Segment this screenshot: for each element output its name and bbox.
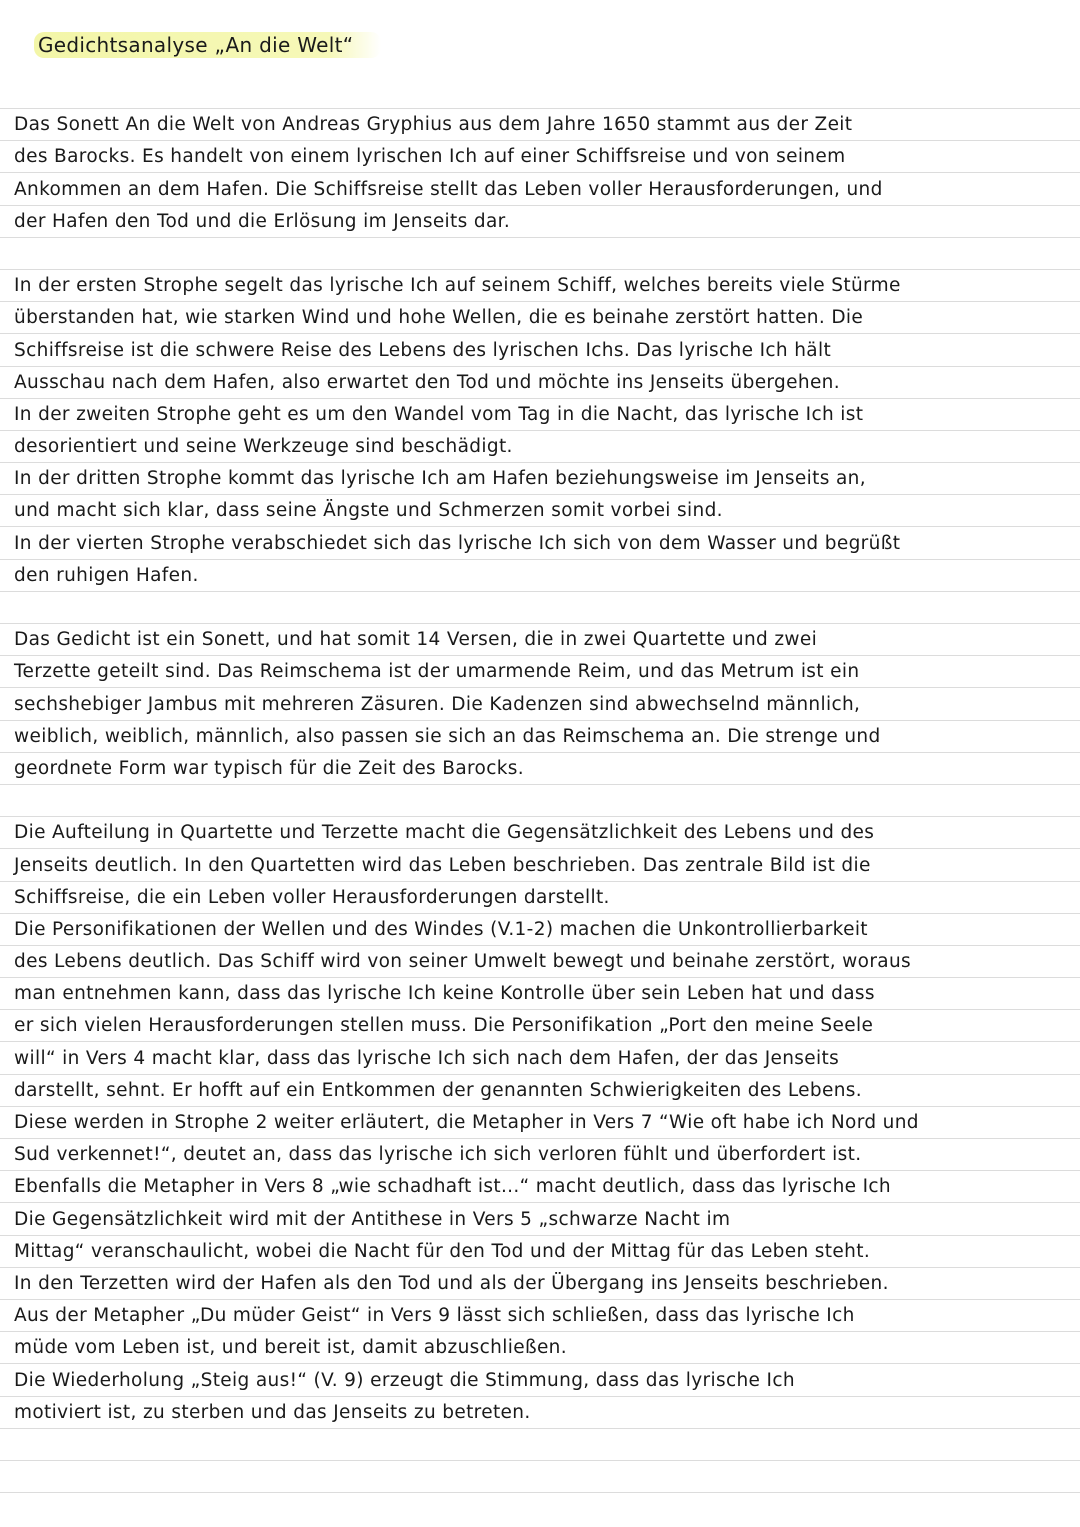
text-line — [0, 270, 1080, 302]
line-text: des Lebens deutlich. Das Schiff wird von seiner Umwelt bewegt und beinahe zerstört, woraus — [14, 951, 912, 973]
text-line — [0, 431, 1080, 463]
blank-line — [0, 1461, 1080, 1493]
line-text: weiblich, weiblich, männlich, also passen sie sich an das Reimschema an. Die strenge und — [14, 725, 881, 747]
text-line — [0, 1042, 1080, 1074]
line-text: den ruhigen Hafen. — [14, 564, 199, 586]
line-text: Ebenfalls die Metapher in Vers 8 „wie schadhaft ist...“ macht deutlich, dass das lyrische Ich — [14, 1176, 892, 1198]
text-line — [0, 1075, 1080, 1107]
document-title: Gedichtsanalyse „An die Welt“ — [34, 32, 381, 58]
text-line — [0, 527, 1080, 559]
text-line — [0, 173, 1080, 205]
blank-line — [0, 592, 1080, 624]
line-text: Terzette geteilt sind. Das Reimschema ist der umarmende Reim, und das Metrum ist ein — [14, 661, 860, 683]
text-line — [0, 656, 1080, 688]
line-text: er sich vielen Herausforderungen stellen muss. Die Personifikation „Port den meine Seele — [14, 1015, 874, 1037]
line-text: In den Terzetten wird der Hafen als den Tod und als der Übergang ins Jenseits beschrieben. — [14, 1272, 889, 1294]
line-text: überstanden hat, wie starken Wind und hohe Wellen, die es beinahe zerstört hatten. Die — [14, 307, 864, 329]
line-text: darstellt, sehnt. Er hofft auf ein Entkommen der genannten Schwierigkeiten des Lebens. — [14, 1079, 863, 1101]
line-text: Sud verkennet!“, deutet an, dass das lyrische ich sich verloren fühlt und überfordert ist. — [14, 1144, 862, 1166]
text-line — [0, 849, 1080, 881]
line-text: Mittag“ veranschaulicht, wobei die Nacht für den Tod und der Mittag für das Leben steht. — [14, 1240, 871, 1262]
text-line — [0, 399, 1080, 431]
text-line — [0, 560, 1080, 592]
text-line — [0, 1171, 1080, 1203]
text-line — [0, 817, 1080, 849]
line-text: Das Gedicht ist ein Sonett, und hat somit 14 Versen, die in zwei Quartette und zwei — [14, 629, 818, 651]
text-line — [0, 1300, 1080, 1332]
line-text: Das Sonett An die Welt von Andreas Gryphius aus dem Jahre 1650 stammt aus der Zeit — [14, 114, 853, 136]
text-line — [0, 688, 1080, 720]
line-text: In der ersten Strophe segelt das lyrische Ich auf seinem Schiff, welches bereits viele Stürme — [14, 275, 901, 297]
line-text: Die Personifikationen der Wellen und des Windes (V.1-2) machen die Unkontrollierbarkeit — [14, 918, 868, 940]
line-text: In der vierten Strophe verabschiedet sich das lyrische Ich sich von dem Wasser und begrüßt — [14, 532, 901, 554]
line-text: desorientiert und seine Werkzeuge sind beschädigt. — [14, 436, 513, 458]
text-line — [0, 1010, 1080, 1042]
text-line — [0, 1268, 1080, 1300]
line-text: Die Wiederholung „Steig aus!“ (V. 9) erzeugt die Stimmung, dass das lyrische Ich — [14, 1369, 795, 1391]
text-line — [0, 109, 1080, 141]
line-text: geordnete Form war typisch für die Zeit des Barocks. — [14, 757, 525, 779]
text-line — [0, 753, 1080, 785]
line-text: Jenseits deutlich. In den Quartetten wird das Leben beschrieben. Das zentrale Bild ist die — [14, 854, 871, 876]
line-text: Ausschau nach dem Hafen, also erwartet den Tod und möchte ins Jenseits übergehen. — [14, 371, 840, 393]
text-line — [0, 495, 1080, 527]
line-text: müde vom Leben ist, und bereit ist, damit abzuschließen. — [14, 1337, 567, 1359]
text-line — [0, 1203, 1080, 1235]
line-text: will“ in Vers 4 macht klar, dass das lyrische Ich sich nach dem Hafen, der das Jenseits — [14, 1047, 840, 1069]
line-text: In der zweiten Strophe geht es um den Wandel vom Tag in die Nacht, das lyrische Ich ist — [14, 403, 864, 425]
text-line — [0, 1139, 1080, 1171]
text-line — [0, 1107, 1080, 1139]
blank-line — [0, 785, 1080, 817]
text-line — [0, 1364, 1080, 1396]
line-text: In der dritten Strophe kommt das lyrische Ich am Hafen beziehungsweise im Jenseits an, — [14, 468, 866, 490]
line-text: Ankommen an dem Hafen. Die Schiffsreise stellt das Leben voller Herausforderungen, und — [14, 178, 883, 200]
text-line — [0, 367, 1080, 399]
text-line — [0, 206, 1080, 238]
blank-line — [0, 1429, 1080, 1461]
blank-line — [0, 238, 1080, 270]
text-line — [0, 624, 1080, 656]
line-text: und macht sich klar, dass seine Ängste und Schmerzen somit vorbei sind. — [14, 500, 723, 522]
line-text: der Hafen den Tod und die Erlösung im Jenseits dar. — [14, 210, 511, 232]
line-text: Schiffsreise ist die schwere Reise des Lebens des lyrischen Ichs. Das lyrische Ich hält — [14, 339, 832, 361]
text-line — [0, 882, 1080, 914]
text-line — [0, 1236, 1080, 1268]
line-text: motiviert ist, zu sterben und das Jenseits zu betreten. — [14, 1401, 531, 1423]
line-text: Aus der Metapher „Du müder Geist“ in Vers 9 lässt sich schließen, dass das lyrische Ich — [14, 1305, 855, 1327]
lined-paper — [0, 108, 1080, 1493]
text-line — [0, 302, 1080, 334]
line-text: Schiffsreise, die ein Leben voller Herausforderungen darstellt. — [14, 886, 610, 908]
text-line — [0, 978, 1080, 1010]
line-text: sechshebiger Jambus mit mehreren Zäsuren. Die Kadenzen sind abwechselnd männlich, — [14, 693, 861, 715]
text-line — [0, 914, 1080, 946]
text-line — [0, 946, 1080, 978]
text-line — [0, 1332, 1080, 1364]
line-text: Die Gegensätzlichkeit wird mit der Antithese in Vers 5 „schwarze Nacht im — [14, 1208, 731, 1230]
line-text: Die Aufteilung in Quartette und Terzette macht die Gegensätzlichkeit des Lebens und des — [14, 822, 875, 844]
text-line — [0, 1397, 1080, 1429]
text-line — [0, 334, 1080, 366]
line-text: des Barocks. Es handelt von einem lyrischen Ich auf einer Schiffsreise und von seinem — [14, 146, 846, 168]
text-line — [0, 463, 1080, 495]
text-line — [0, 721, 1080, 753]
line-text: man entnehmen kann, dass das lyrische Ich keine Kontrolle über sein Leben hat und dass — [14, 983, 875, 1005]
line-text: Diese werden in Strophe 2 weiter erläutert, die Metapher in Vers 7 “Wie oft habe ich Nord und — [14, 1112, 919, 1133]
text-line — [0, 141, 1080, 173]
